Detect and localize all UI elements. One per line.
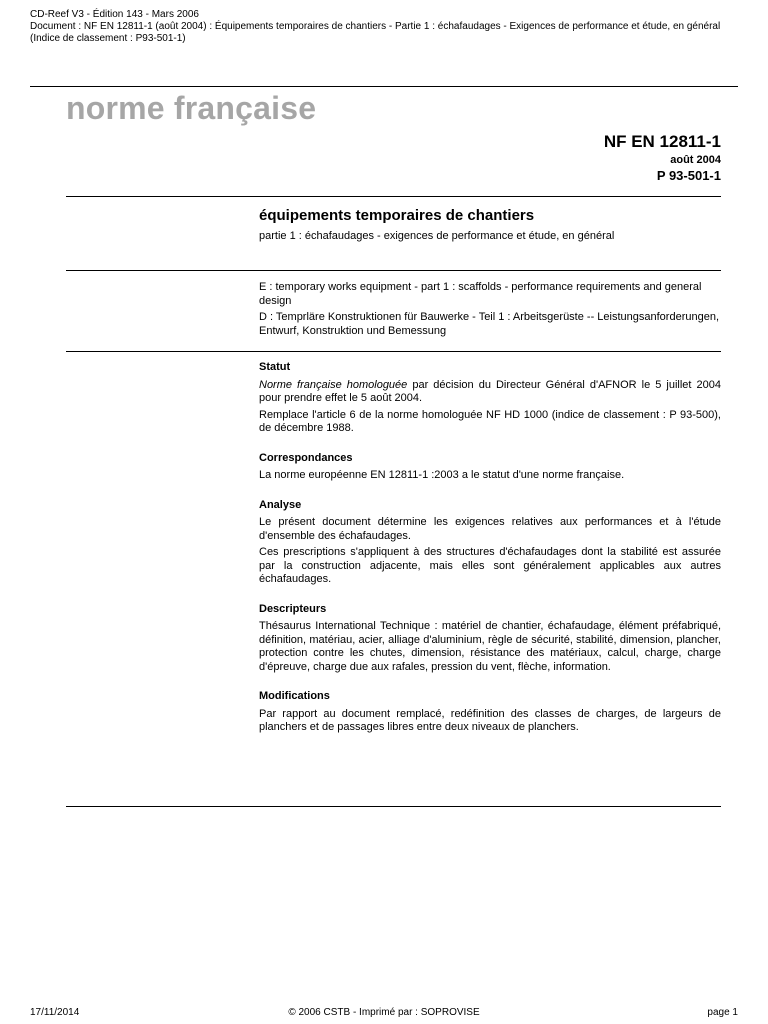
section-paragraph: Remplace l'article 6 de la norme homologuée NF HD 1000 (indice de classement : P 93-500), de décembre 1988. [259, 408, 721, 434]
divider-translations-top [66, 270, 721, 271]
section-heading: Analyse [259, 498, 302, 511]
brand-norme-francaise: norme française [66, 90, 317, 126]
section-paragraph: Thésaurus International Technique : matériel de chantier, échafaudage, élément préfabriqué, définition, matériau, acier, alliage d'aluminium, règle de sécurité, stabilité, dimension, plancher, protection contre les chutes, dimension, résistance des matériaux, calcul, charge, charge d'épreuve, charge due aux rafales, pression du vent, flèche, information. [259, 620, 721, 673]
section-paragraph: Ces prescriptions s'appliquent à des structures d'échafaudages dont la stabilité est assurée par la construction adjacente, mais elles sont généralement applicables aux autres échafaudages. [259, 546, 721, 585]
section-statut [259, 361, 721, 436]
classification-index: P 93-501-1 [656, 168, 721, 183]
header-edition: CD-Reef V3 - Édition 143 - Mars 2006 [30, 9, 199, 20]
translation-german: D : Temprläre Konstruktionen für Bauwerke - Teil 1 : Arbeitsgerüste -- Leistungsanforderungen, Entwurf, Konstruktion und Bemessung [259, 311, 720, 337]
section-heading: Descripteurs [259, 602, 327, 615]
document-subtitle: partie 1 : échafaudages - exigences de performance et étude, en général [259, 230, 615, 242]
divider-title-top [66, 196, 721, 197]
section-paragraph: Le présent document détermine les exigences relatives aux performances et à l'étude d'ensemble des échafaudages. [259, 516, 721, 542]
section-analyse [259, 499, 721, 587]
header-document-description: Document : NF EN 12811-1 (août 2004) : Équipements temporaires de chantiers - Partie 1 : échafaudages - Exigences de performance et étude, en général (Indice de classement : P93-501-1) [30, 21, 721, 44]
header-rule [30, 86, 738, 87]
section-paragraph: Par rapport au document remplacé, redéfinition des classes de charges, de largeurs de planchers et de passages libres entre deux niveaux de planchers. [259, 707, 721, 733]
standard-date: août 2004 [670, 154, 721, 166]
section-descripteurs [259, 603, 721, 675]
standard-code: NF EN 12811-1 [603, 132, 721, 151]
reference-block [604, 131, 721, 184]
section-correspondances [259, 452, 721, 483]
divider-bottom [66, 806, 721, 807]
footer-date: 17/11/2014 [30, 1007, 80, 1018]
sections [259, 361, 721, 751]
translations [259, 281, 721, 341]
section-heading: Correspondances [259, 451, 353, 464]
divider-sections-top [66, 351, 721, 352]
section-heading: Modifications [259, 690, 330, 702]
translation-english: E : temporary works equipment - part 1 : scaffolds - performance requirements and general design [259, 281, 702, 307]
footer-page-number: page 1 [707, 1007, 738, 1018]
document-title: équipements temporaires de chantiers [259, 207, 535, 224]
section-paragraph [259, 379, 721, 406]
homologation-status: Norme française homologuée [259, 378, 408, 391]
homologation-details: par décision du Directeur Général d'AFNOR le 5 juillet 2004 pour prendre effet le 5 août 2004. [259, 378, 721, 404]
section-heading: Statut [259, 361, 291, 373]
section-paragraph: La norme européenne EN 12811-1 :2003 a le statut d'une norme française. [259, 469, 625, 481]
section-modifications [259, 690, 721, 735]
footer-copyright: © 2006 CSTB - Imprimé par : SOPROVISE [288, 1007, 480, 1018]
document-header [30, 9, 740, 45]
